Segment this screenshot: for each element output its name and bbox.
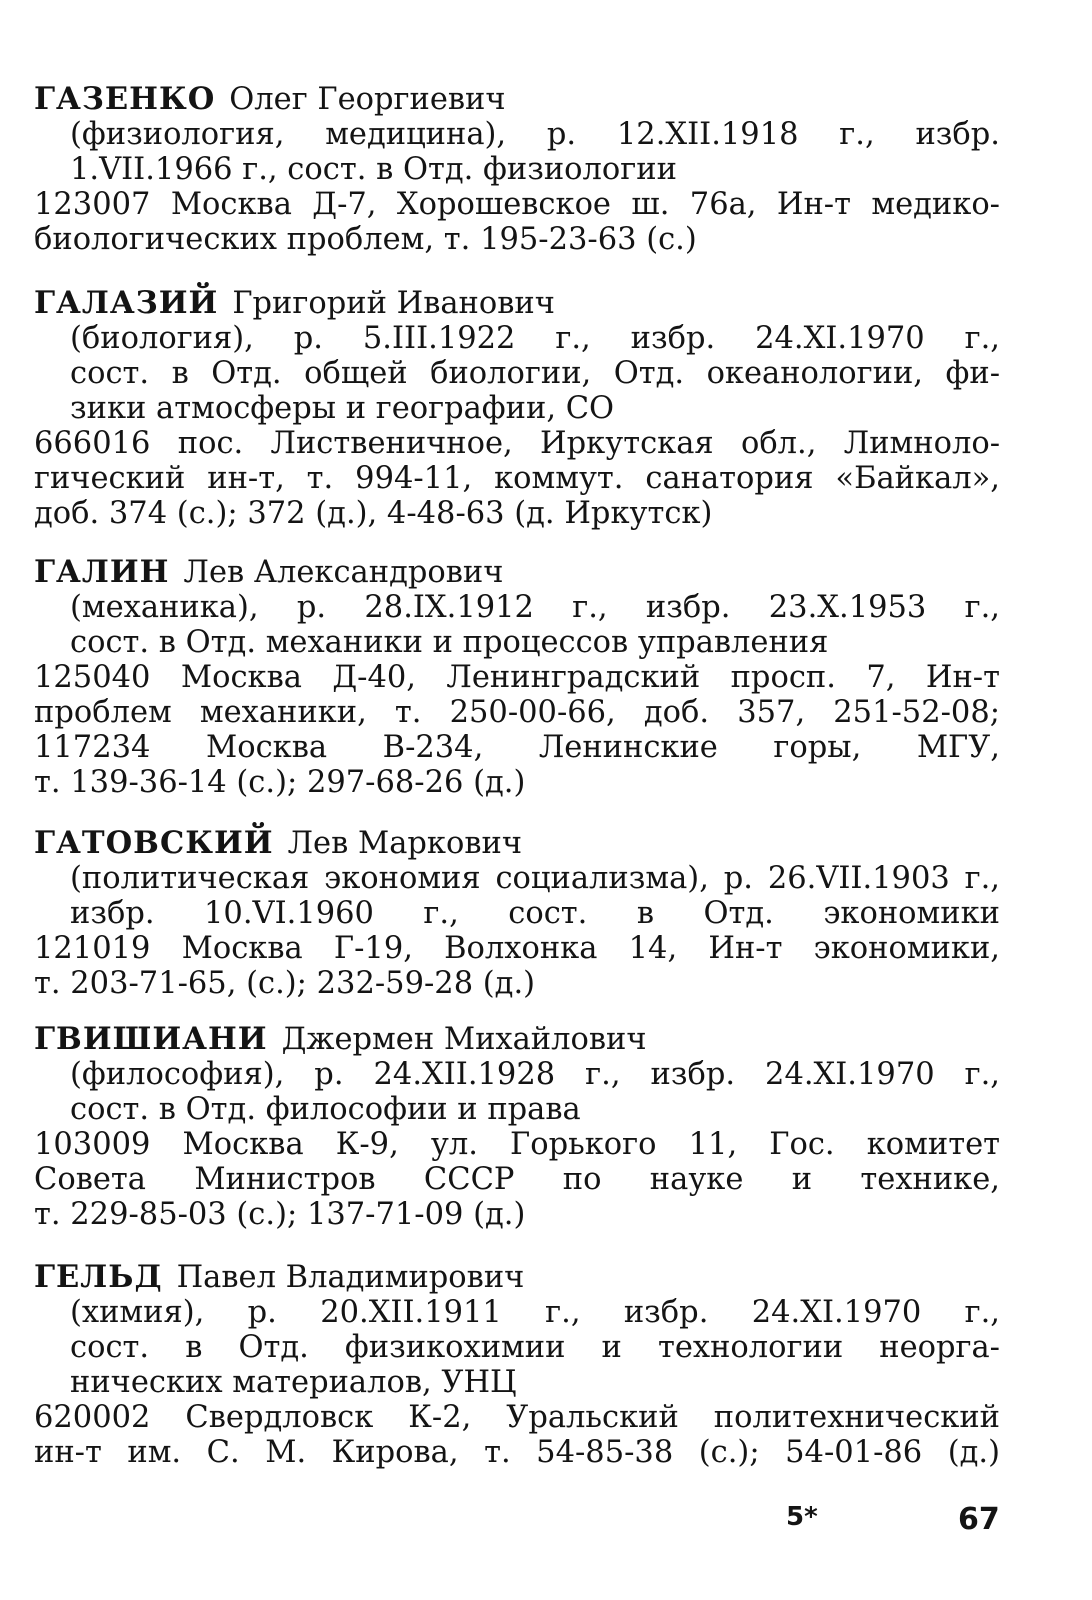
page-number: 67: [958, 1502, 1000, 1537]
entry-surname: ГАТОВСКИЙ: [34, 825, 274, 861]
directory-entry: [34, 82, 1000, 257]
entry-detail-line: (политическая экономия социализма), р. 26.VII.1903 г.,: [70, 861, 1000, 896]
entry-address-line: 117234 Москва В-234, Ленинские горы, МГУ,: [34, 730, 1000, 765]
entry-address-line: биологических проблем, т. 195-23-63 (с.): [34, 222, 697, 257]
entry-heading: [34, 826, 1000, 861]
entry-address-line: 123007 Москва Д-7, Хорошевское ш. 76а, Ин-т медико-: [34, 187, 1000, 222]
entry-address-line: Совета Министров СССР по науке и технике,: [34, 1162, 1000, 1197]
entry-given-name: Лев Маркович: [287, 826, 523, 861]
entry-detail-line: сост. в Отд. механики и процессов управления: [70, 625, 829, 660]
entry-address-line: 103009 Москва К-9, ул. Горького 11, Гос. комитет: [34, 1127, 1000, 1162]
entry-heading: [34, 286, 1000, 321]
directory-entry: [34, 555, 1000, 800]
entry-detail-line: (физиология, медицина), р. 12.XII.1918 г., избр.: [70, 117, 1000, 152]
entry-detail-line: (философия), р. 24.XII.1928 г., избр. 24.XI.1970 г.,: [70, 1057, 1000, 1092]
entry-address-line: 666016 пос. Лиственичное, Иркутская обл., Лимноло-: [34, 426, 1000, 461]
entry-detail-line: сост. в Отд. общей биологии, Отд. океанологии, фи-: [70, 356, 1000, 391]
directory-entry: [34, 1022, 1000, 1232]
entry-address-line: т. 139-36-14 (с.); 297-68-26 (д.): [34, 765, 526, 800]
entry-address-line: т. 229-85-03 (с.); 137-71-09 (д.): [34, 1197, 526, 1232]
entry-surname: ГАЗЕНКО: [34, 81, 216, 117]
entry-address-line: доб. 374 (с.); 372 (д.), 4-48-63 (д. Иркутск): [34, 496, 713, 531]
entry-heading: [34, 1260, 1000, 1295]
entry-detail-line: (механика), р. 28.IX.1912 г., избр. 23.X.1953 г.,: [70, 590, 1000, 625]
entry-detail-line: зики атмосферы и географии, СО: [70, 391, 615, 426]
entry-given-name: Григорий Иванович: [232, 286, 555, 321]
directory-entry: [34, 826, 1000, 1001]
entry-address-line: 121019 Москва Г-19, Волхонка 14, Ин-т экономики,: [34, 931, 1000, 966]
entry-detail-line: сост. в Отд. философии и права: [70, 1092, 581, 1127]
entry-detail-line: нических материалов, УНЦ: [70, 1365, 517, 1400]
entry-given-name: Лев Александрович: [183, 555, 504, 590]
entry-surname: ГЕЛЬД: [34, 1259, 163, 1295]
printer-signature-mark: 5*: [786, 1502, 818, 1532]
entry-given-name: Павел Владимирович: [176, 1260, 525, 1295]
entry-address-line: гический ин-т, т. 994-11, коммут. санатория «Байкал»,: [34, 461, 1000, 496]
entry-given-name: Олег Георгиевич: [229, 82, 506, 117]
entry-surname: ГАЛАЗИЙ: [34, 285, 219, 321]
entry-heading: [34, 82, 1000, 117]
entry-address-line: ин-т им. С. М. Кирова, т. 54-85-38 (с.); 54-01-86 (д.): [34, 1435, 1000, 1470]
entry-given-name: Джермен Михайлович: [281, 1022, 647, 1057]
entry-address-line: 125040 Москва Д-40, Ленинградский просп. 7, Ин-т: [34, 660, 1000, 695]
entry-surname: ГАЛИН: [34, 554, 170, 590]
entry-detail-line: (химия), р. 20.XII.1911 г., избр. 24.XI.1970 г.,: [70, 1295, 1000, 1330]
entry-address-line: т. 203-71-65, (с.); 232-59-28 (д.): [34, 966, 536, 1001]
directory-entry: [34, 1260, 1000, 1470]
entry-detail-line: сост. в Отд. физикохимии и технологии неорга-: [70, 1330, 1000, 1365]
entry-detail-line: (биология), р. 5.III.1922 г., избр. 24.XI.1970 г.,: [70, 321, 1000, 356]
entry-heading: [34, 1022, 1000, 1057]
entry-heading: [34, 555, 1000, 590]
entry-address-line: 620002 Свердловск К-2, Уральский политехнический: [34, 1400, 1000, 1435]
entry-detail-line: 1.VII.1966 г., сост. в Отд. физиологии: [70, 152, 677, 187]
directory-entry: [34, 286, 1000, 531]
entry-detail-line: избр. 10.VI.1960 г., сост. в Отд. экономики: [70, 896, 1000, 931]
entry-address-line: проблем механики, т. 250-00-66, доб. 357, 251-52-08;: [34, 695, 1000, 730]
entry-surname: ГВИШИАНИ: [34, 1021, 268, 1057]
